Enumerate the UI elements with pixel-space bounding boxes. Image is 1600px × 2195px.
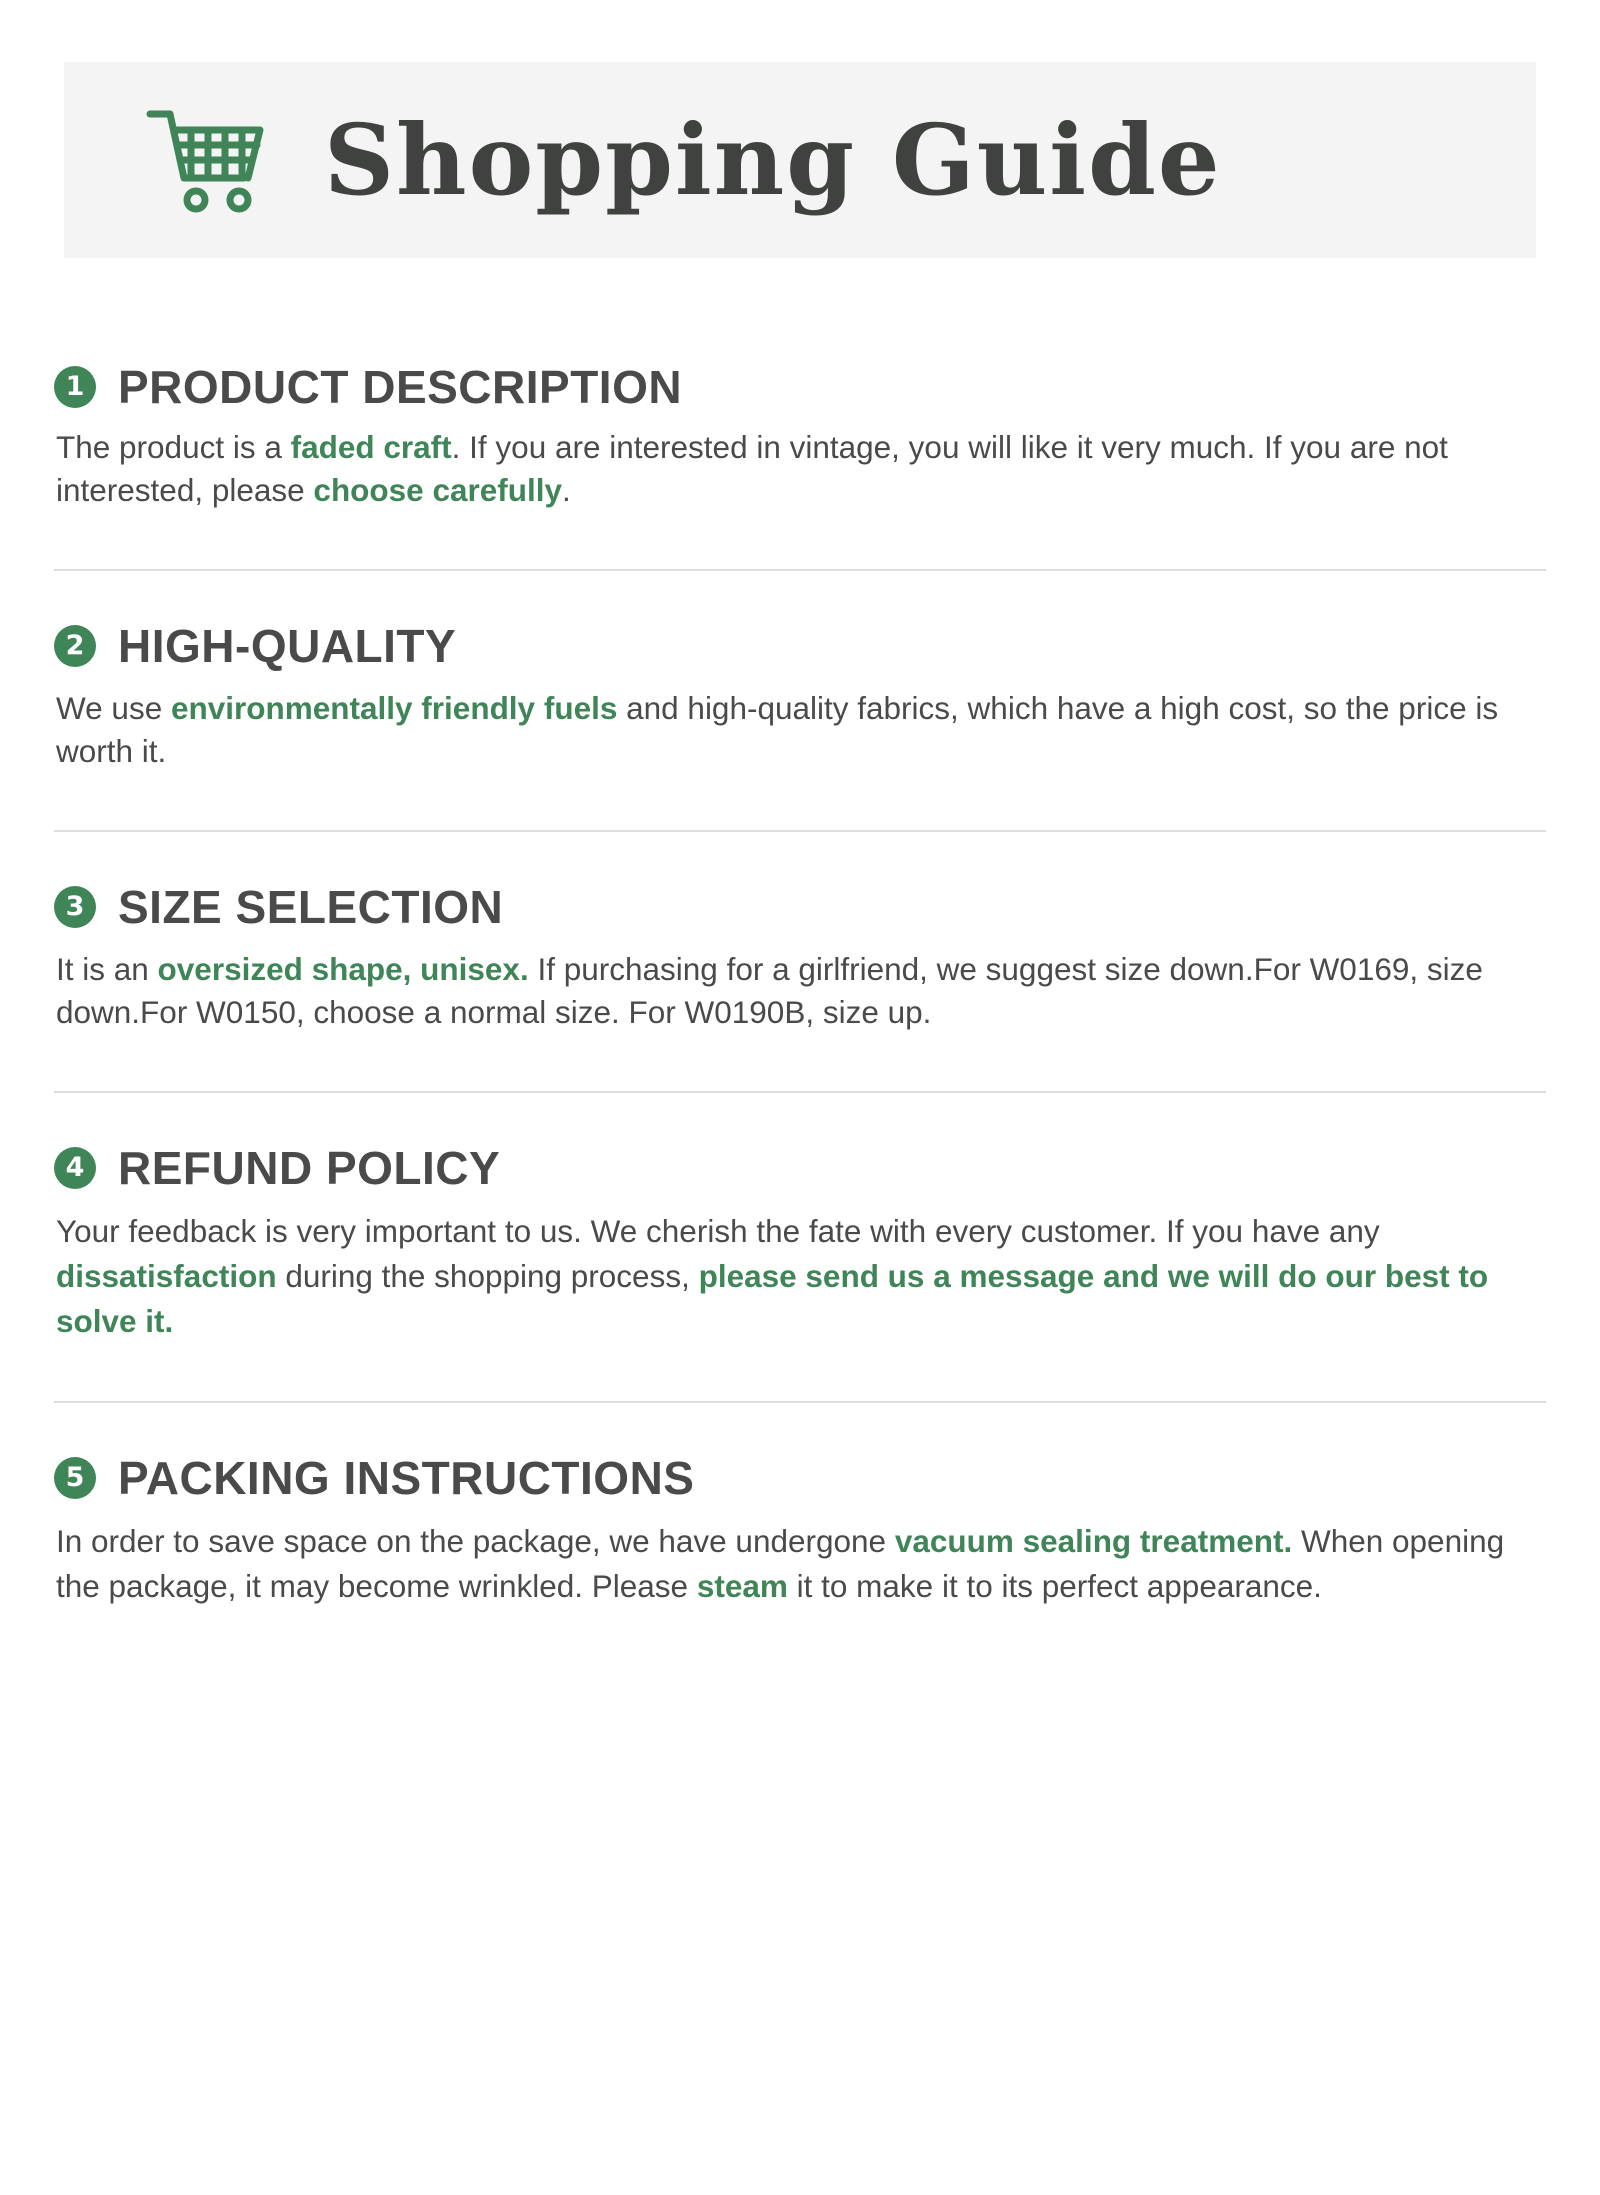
sections-container (54, 258, 1560, 1609)
header-banner (64, 62, 1536, 258)
section-size-selection (54, 881, 1560, 1033)
body-text: during the shopping process, (276, 1257, 699, 1294)
body-text: . If you are interested in vintage, you will like it very much. If you are not interested, please (56, 429, 1448, 508)
highlighted-text: steam (696, 1567, 788, 1604)
section-body (54, 1519, 1556, 1608)
body-text: and high-quality fabrics, which have a high cost, so the price is worth it. (56, 690, 1499, 769)
section-title: PRODUCT DESCRIPTION (118, 361, 683, 413)
body-text: In order to save space on the package, we have undergone (56, 1523, 895, 1560)
highlighted-text: please send us a message and we will do our best to solve it. (56, 1257, 1489, 1339)
section-packing-instructions (54, 1452, 1560, 1608)
section-title: SIZE SELECTION (118, 881, 504, 934)
body-text: it to make it to its perfect appearance. (787, 1567, 1322, 1604)
section-header (54, 881, 1560, 934)
body-text: The product is a (56, 429, 291, 465)
body-text: . (562, 471, 571, 508)
section-header (54, 620, 1560, 673)
section-body (54, 426, 1556, 511)
body-text: Your feedback is very important to us. We cherish the fate with every customer. If you have any (56, 1213, 1380, 1250)
divider (54, 569, 1546, 571)
section-refund-policy (54, 1142, 1560, 1343)
section-number-badge: 2 (54, 625, 96, 667)
section-header (54, 1142, 1560, 1195)
highlighted-text: environmentally friendly fuels (170, 690, 618, 727)
body-text: It is an (56, 951, 158, 988)
section-number-badge: 4 (54, 1147, 96, 1189)
section-body (54, 687, 1556, 772)
section-header (54, 361, 1560, 413)
section-number-badge: 1 (54, 366, 96, 408)
shopping-cart-icon (144, 104, 268, 216)
section-body (54, 948, 1556, 1033)
section-title: HIGH-QUALITY (118, 620, 457, 673)
section-high-quality (54, 620, 1560, 772)
highlighted-text: faded craft (290, 429, 452, 465)
section-number-badge: 3 (54, 886, 96, 928)
page-title: Shopping Guide (324, 102, 1222, 217)
section-body (54, 1209, 1556, 1343)
section-title: PACKING INSTRUCTIONS (118, 1452, 695, 1505)
highlighted-text: choose carefully (313, 471, 563, 508)
highlighted-text: vacuum sealing treatment. (894, 1523, 1293, 1560)
section-product-description (54, 361, 1560, 511)
shopping-guide-page (0, 62, 1600, 1609)
highlighted-text: dissatisfaction (56, 1257, 277, 1294)
section-header (54, 1452, 1560, 1505)
section-number-badge: 5 (54, 1457, 96, 1499)
highlighted-text: oversized shape, unisex. (157, 951, 529, 988)
divider (54, 830, 1546, 832)
section-title: REFUND POLICY (118, 1142, 501, 1195)
body-text: If purchasing for a girlfriend, we suggest size down.For W0169, size down.For W0150, choose a normal size. For W0190B, size up. (56, 951, 1483, 1030)
body-text: When opening the package, it may become wrinkled. Please (56, 1523, 1505, 1604)
body-text: We use (56, 690, 171, 727)
divider (54, 1401, 1546, 1403)
divider (54, 1091, 1546, 1093)
